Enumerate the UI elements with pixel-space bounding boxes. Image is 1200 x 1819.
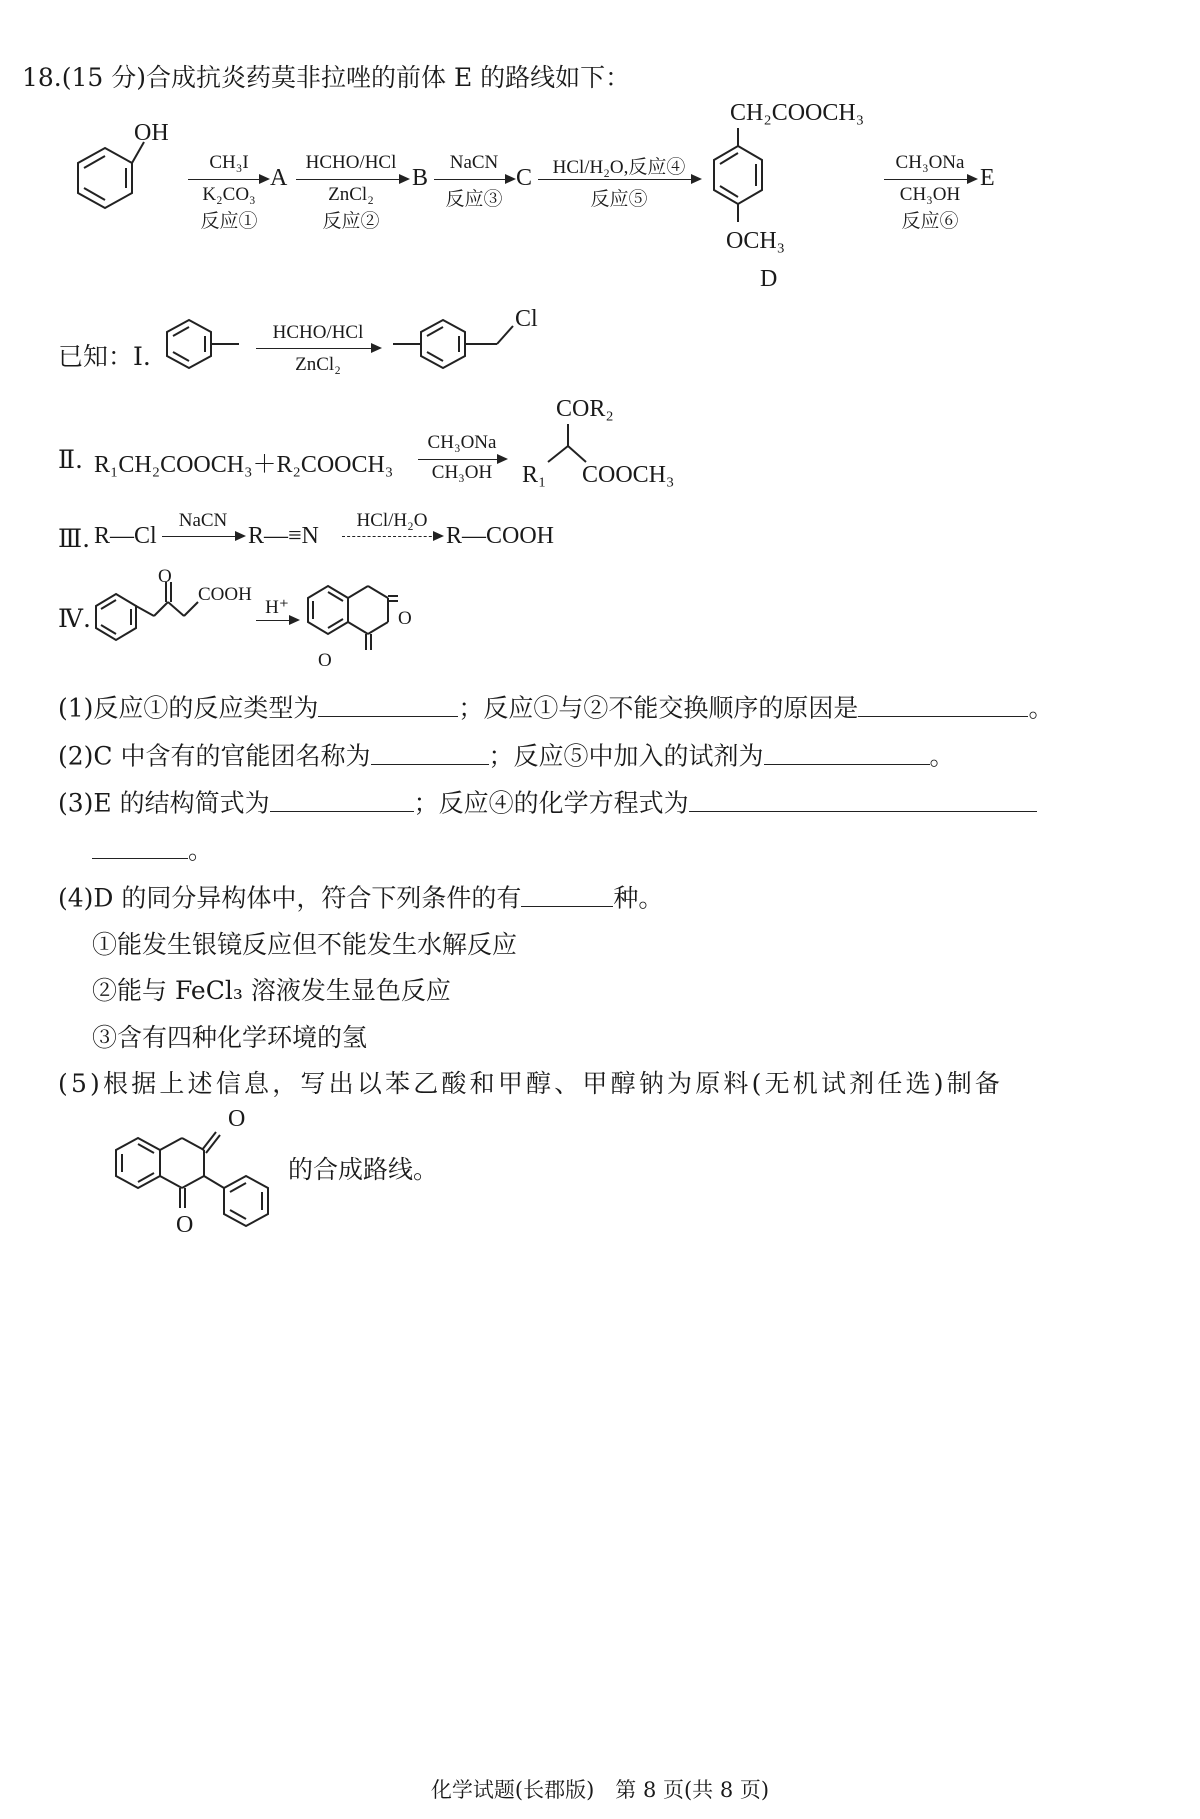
phenol-oh: OH xyxy=(134,120,169,146)
question-2: (2)C 中含有的官能团名称为 ；反应⑤中加入的试剂为 。 xyxy=(58,736,955,773)
known-iv-label: Ⅳ. xyxy=(58,604,91,633)
answer-blank-3b[interactable] xyxy=(689,783,1037,812)
step2-bottom1: ZnCl₂ xyxy=(328,184,374,205)
target-o2: O xyxy=(176,1212,194,1238)
step1-top: CH₃I xyxy=(209,152,249,173)
known-iv-top: H⁺ xyxy=(265,597,289,618)
known-label: 已知：Ⅰ. xyxy=(58,342,151,371)
known-ii-cor2: COR₂ xyxy=(556,396,614,422)
question-1: (1)反应①的反应类型为 ；反应①与②不能交换顺序的原因是 。 xyxy=(58,688,1053,725)
compound-a: A xyxy=(270,165,288,191)
step2-bottom2: 反应② xyxy=(322,211,380,232)
condition-2: ②能与 FeCl₃ 溶液发生显色反应 xyxy=(92,976,451,1005)
target-molecule xyxy=(100,1110,300,1250)
known-ii-cooch3: COOCH₃ xyxy=(582,462,675,488)
known-iv-arrow xyxy=(256,620,298,621)
question-5-end: 的合成路线。 xyxy=(288,1155,439,1184)
known-iii-mid: R—≡N xyxy=(248,523,319,549)
answer-blank-2b[interactable] xyxy=(764,736,930,765)
answer-blank-3c[interactable] xyxy=(92,830,188,859)
known-iv-reactant xyxy=(88,568,258,648)
target-o1: O xyxy=(228,1106,246,1132)
compound-e: E xyxy=(980,165,995,191)
condition-1: ①能发生银镜反应但不能发生水解反应 xyxy=(92,930,518,959)
known-iv-o2: O xyxy=(318,650,332,671)
question-title: 18.(15 分)合成抗炎药莫非拉唑的前体 E 的路线如下： xyxy=(22,63,631,92)
known-i-arrow xyxy=(256,348,380,349)
known-iv-cooh: COOH xyxy=(198,584,252,605)
step2-top: HCHO/HCl xyxy=(305,152,397,173)
step6-bottom2: 反应⑥ xyxy=(901,211,959,232)
known-iii-arrow1 xyxy=(162,536,244,537)
page-footer: 化学试题(长郡版) 第 8 页(共 8 页) xyxy=(430,1778,770,1802)
d-bottom-group: OCH₃ xyxy=(726,228,786,254)
known-iii-top2: HCl/H₂O xyxy=(356,510,428,531)
question-5: (5)根据上述信息，写出以苯乙酸和甲醇、甲醇钠为原料(无机试剂任选)制备 xyxy=(58,1069,1004,1098)
known-ii-bottom: CH₃OH xyxy=(431,462,493,483)
step4-bottom: 反应⑤ xyxy=(590,189,648,210)
step1-arrow xyxy=(188,179,268,180)
known-i-bottom: ZnCl₂ xyxy=(295,354,341,375)
question-3: (3)E 的结构简式为 ；反应④的化学方程式为 xyxy=(58,783,1037,820)
known-i-top: HCHO/HCl xyxy=(272,322,364,343)
known-iii-label: Ⅲ. xyxy=(58,524,91,553)
known-ii-arrow xyxy=(418,459,506,460)
d-top-group: CH₂COOCH₃ xyxy=(730,100,865,126)
compound-d-structure xyxy=(700,120,800,240)
known-iii-end: R—COOH xyxy=(446,523,555,549)
step3-arrow xyxy=(434,179,514,180)
answer-blank-4[interactable] xyxy=(521,878,613,907)
known-iv-o1: O xyxy=(398,608,412,629)
known-ii-top: CH₃ONa xyxy=(427,432,497,453)
step4-arrow xyxy=(538,179,700,180)
compound-d-label: D xyxy=(760,266,778,292)
step1-bottom1: K₂CO₃ xyxy=(202,184,256,205)
phenol-structure xyxy=(60,120,200,220)
step6-bottom1: CH₃OH xyxy=(899,184,961,205)
step6-top: CH₃ONa xyxy=(895,152,965,173)
condition-3: ③含有四种化学环境的氢 xyxy=(92,1023,368,1052)
answer-blank-3a[interactable] xyxy=(270,783,414,812)
step4-top: HCl/H₂O,反应④ xyxy=(552,157,686,178)
compound-c: C xyxy=(516,165,533,191)
known-iii-arrow2 xyxy=(342,536,442,537)
step3-bottom: 反应③ xyxy=(445,189,503,210)
known-iv-o: O xyxy=(158,566,172,587)
known-ii-reactants: R₁CH₂COOCH₃＋R₂COOCH₃ xyxy=(94,452,394,478)
answer-blank-1a[interactable] xyxy=(318,688,458,717)
question-4: (4)D 的同分异构体中，符合下列条件的有 种。 xyxy=(58,878,663,915)
known-iii-top1: NaCN xyxy=(178,510,228,531)
step2-arrow xyxy=(296,179,408,180)
answer-blank-2a[interactable] xyxy=(371,736,489,765)
step1-bottom2: 反应① xyxy=(200,211,258,232)
step3-top: NaCN xyxy=(449,152,499,173)
answer-blank-1b[interactable] xyxy=(858,688,1028,717)
question-3-cont: 。 xyxy=(92,830,213,867)
known-i-reactant xyxy=(155,312,255,382)
compound-b: B xyxy=(412,165,429,191)
step6-arrow xyxy=(884,179,976,180)
known-ii-r1: R₁ xyxy=(522,462,547,488)
known-i-cl: Cl xyxy=(515,306,538,332)
known-ii-label: Ⅱ. xyxy=(58,445,83,474)
known-iii-start: R—Cl xyxy=(94,523,157,549)
